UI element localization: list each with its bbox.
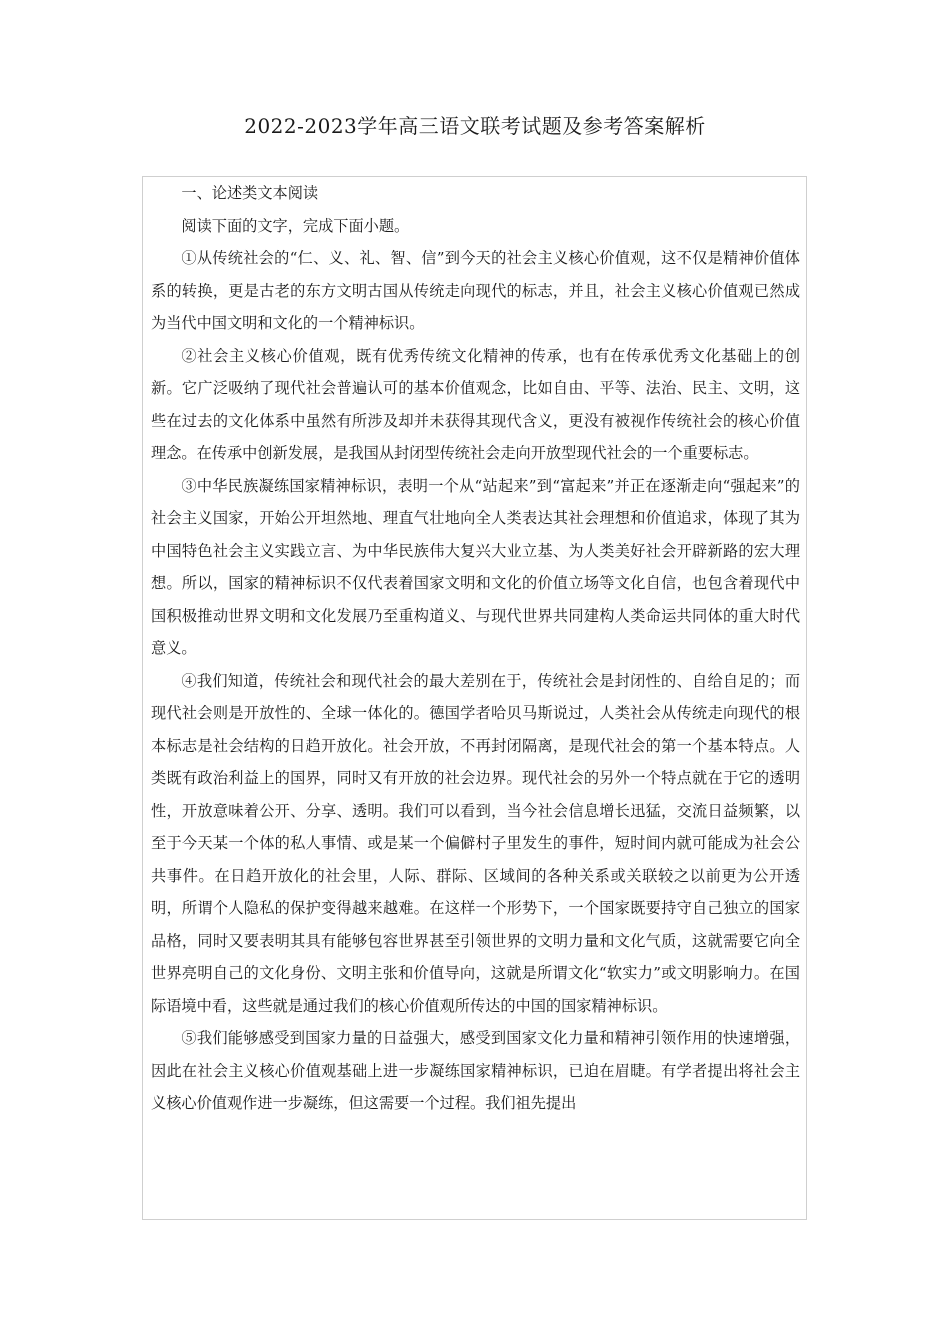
document-title: 2022-2023学年高三语文联考试题及参考答案解析 xyxy=(244,114,706,138)
paragraph-5: ⑤我们能够感受到国家力量的日益强大，感受到国家文化力量和精神引领作用的快速增强，因此在社会主义核心价值观基础上进一步凝练国家精神标识，已迫在眉睫。有学者提出将社会主义核心价值观作进一步凝练，但这需要一个过程。我们祖先提出 xyxy=(151,1029,800,1112)
paragraph-2: ②社会主义核心价值观，既有优秀传统文化精神的传承，也有在传承优秀文化基础上的创新。它广泛吸纳了现代社会普遍认可的基本价值观念，比如自由、平等、法治、民主、文明，这些在过去的文化体系中虽然有所涉及却并未获得其现代含义，更没有被视作传统社会的核心价值理念。在传承中创新发展，是我国从封闭型传统社会走向开放型现代社会的一个重要标志。 xyxy=(151,346,800,462)
section-heading: 一、论述类文本阅读 xyxy=(181,184,319,202)
instruction-text: 阅读下面的文字，完成下面小题。 xyxy=(181,216,410,235)
paragraph-4: ④我们知道，传统社会和现代社会的最大差别在于，传统社会是封闭性的、自给自足的；而现代社会则是开放性的、全球一体化的。德国学者哈贝马斯说过，人类社会从传统走向现代的根本标志是社会结构的日趋开放化。社会开放，不再封闭隔离，是现代社会的第一个基本特点。人类既有政治利益上的国界，同时又有开放的社会边界。现代社会的另外一个特点就在于它的透明性，开放意味着公开、分享、透明。我们可以看到，当今社会信息增长迅猛，交流日益频繁，以至于今天某一个体的私人事情、或是某一个偏僻村子里发生的事件，短时间内就可能成为社会公共事件。在日趋开放化的社会里，人际、群际、区域间的各种关系或关联较之以前更为公开透明，所谓个人隐私的保护变得越来越难。在这样一个形势下，一个国家既要持守自己独立的国家品格，同时又要表明其具有能够包容世界甚至引领世界的文明力量和文化气质，这就需要它向全世界亮明自己的文化身份、文明主张和价值导向，这就是所谓文化“软实力”或文明影响力。在国际语境中看，这些就是通过我们的核心价值观所传达的中国的国家精神标识。 xyxy=(151,671,800,1015)
paragraph-1: ①从传统社会的“仁、义、礼、智、信”到今天的社会主义核心价值观，这不仅是精神价值体系的转换，更是古老的东方文明古国从传统走向现代的标志，并且，社会主义核心价值观已然成为当代中国文明和文化的一个精神标识。 xyxy=(151,249,800,332)
reading-passage-box xyxy=(142,176,807,1220)
paragraph-3: ③中华民族凝练国家精神标识，表明一个从“站起来”到“富起来”并正在逐渐走向“强起来”的社会主义国家，开始公开坦然地、理直气壮地向全人类表达其社会理想和价值追求，体现了其为中国特色社会主义实践立言、为中华民族伟大复兴大业立基、为人类美好社会开辟新路的宏大理想。所以，国家的精神标识不仅代表着国家文明和文化的价值立场等文化自信，也包含着现代中国积极推动世界文明和文化发展乃至重构道义、与现代世界共同建构人类命运共同体的重大时代意义。 xyxy=(151,476,800,657)
